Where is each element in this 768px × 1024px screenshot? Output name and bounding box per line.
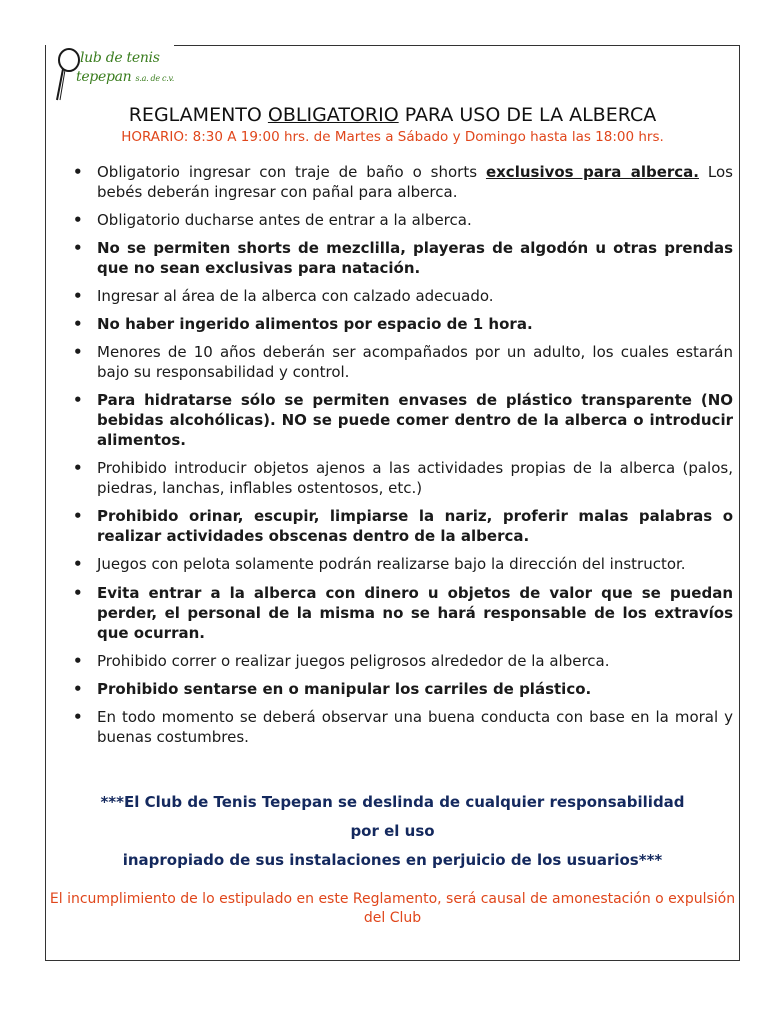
rule-text: Obligatorio ingresar con traje de baño o shorts bbox=[97, 163, 486, 181]
rule-item: • Ingresar al área de la alberca con calzado adecuado. bbox=[70, 286, 733, 306]
title-prefix: REGLAMENTO bbox=[128, 104, 268, 126]
rule-item: • Prohibido sentarse en o manipular los carriles de plástico. bbox=[70, 679, 733, 699]
schedule-text: HORARIO: 8:30 A 19:00 hrs. de Martes a Sábado y Domingo hasta las 18:00 hrs. bbox=[121, 129, 664, 145]
rule-item: • Menores de 10 años deberán ser acompañados por un adulto, los cuales estarán bajo su responsabilidad y control. bbox=[70, 342, 733, 382]
disclaimer bbox=[46, 788, 739, 875]
rules-list bbox=[70, 162, 733, 755]
rule-item: • Evita entrar a la alberca con dinero u objetos de valor que se puedan perder, el personal de la misma no se hará responsable de los extravíos que ocurran. bbox=[70, 583, 733, 643]
rule-item: • No haber ingerido alimentos por espacio de 1 hora. bbox=[70, 314, 733, 334]
page-title bbox=[46, 104, 739, 126]
disclaimer-line2: por el uso bbox=[350, 822, 435, 840]
footer-note: El incumplimiento de lo estipulado en este Reglamento, será causal de amonestación o expulsión del Club bbox=[49, 891, 736, 926]
rule-item: • Obligatorio ducharse antes de entrar a la alberca. bbox=[70, 210, 733, 230]
rule-item: • Prohibido correr o realizar juegos peligrosos alrededor de la alberca. bbox=[70, 651, 733, 671]
rule-item: • Prohibido orinar, escupir, limpiarse la nariz, proferir malas palabras o realizar actividades obscenas dentro de la alberca. bbox=[70, 506, 733, 546]
rule-item: • Para hidratarse sólo se permiten envases de plástico transparente (NO bebidas alcohólicas). NO se puede comer dentro de la alberca o introducir alimentos. bbox=[70, 390, 733, 450]
disclaimer-line3: inapropiado de sus instalaciones en perjuicio de los usuarios*** bbox=[122, 851, 663, 869]
rule-item: • Juegos con pelota solamente podrán realizarse bajo la dirección del instructor. bbox=[70, 550, 733, 579]
disclaimer-line1: ***El Club de Tenis Tepepan se deslinda de cualquier responsabilidad bbox=[100, 793, 685, 811]
rule-item bbox=[70, 162, 733, 202]
title-suffix: PARA USO DE LA ALBERCA bbox=[398, 104, 657, 126]
club-logo bbox=[52, 47, 182, 103]
logo-line1: lub de tenis bbox=[80, 50, 160, 66]
logo-line2 bbox=[76, 69, 174, 85]
logo-suffix: s.a. de c.v. bbox=[135, 74, 174, 83]
logo-name: tepepan bbox=[76, 69, 132, 85]
rule-item: • Prohibido introducir objetos ajenos a las actividades propias de la alberca (palos, piedras, lanchas, inflables ostentosos, etc.) bbox=[70, 458, 733, 498]
title-underlined: OBLIGATORIO bbox=[267, 104, 399, 126]
rule-text-after: Los bebés deberán ingresar con pañal para alberca. bbox=[97, 163, 733, 201]
rule-emphasis: exclusivos para alberca. bbox=[485, 163, 699, 181]
rule-item: • En todo momento se deberá observar una buena conducta con base en la moral y buenas costumbres. bbox=[70, 707, 733, 747]
rule-item: • No se permiten shorts de mezclilla, playeras de algodón u otras prendas que no sean exclusivas para natación. bbox=[70, 238, 733, 278]
